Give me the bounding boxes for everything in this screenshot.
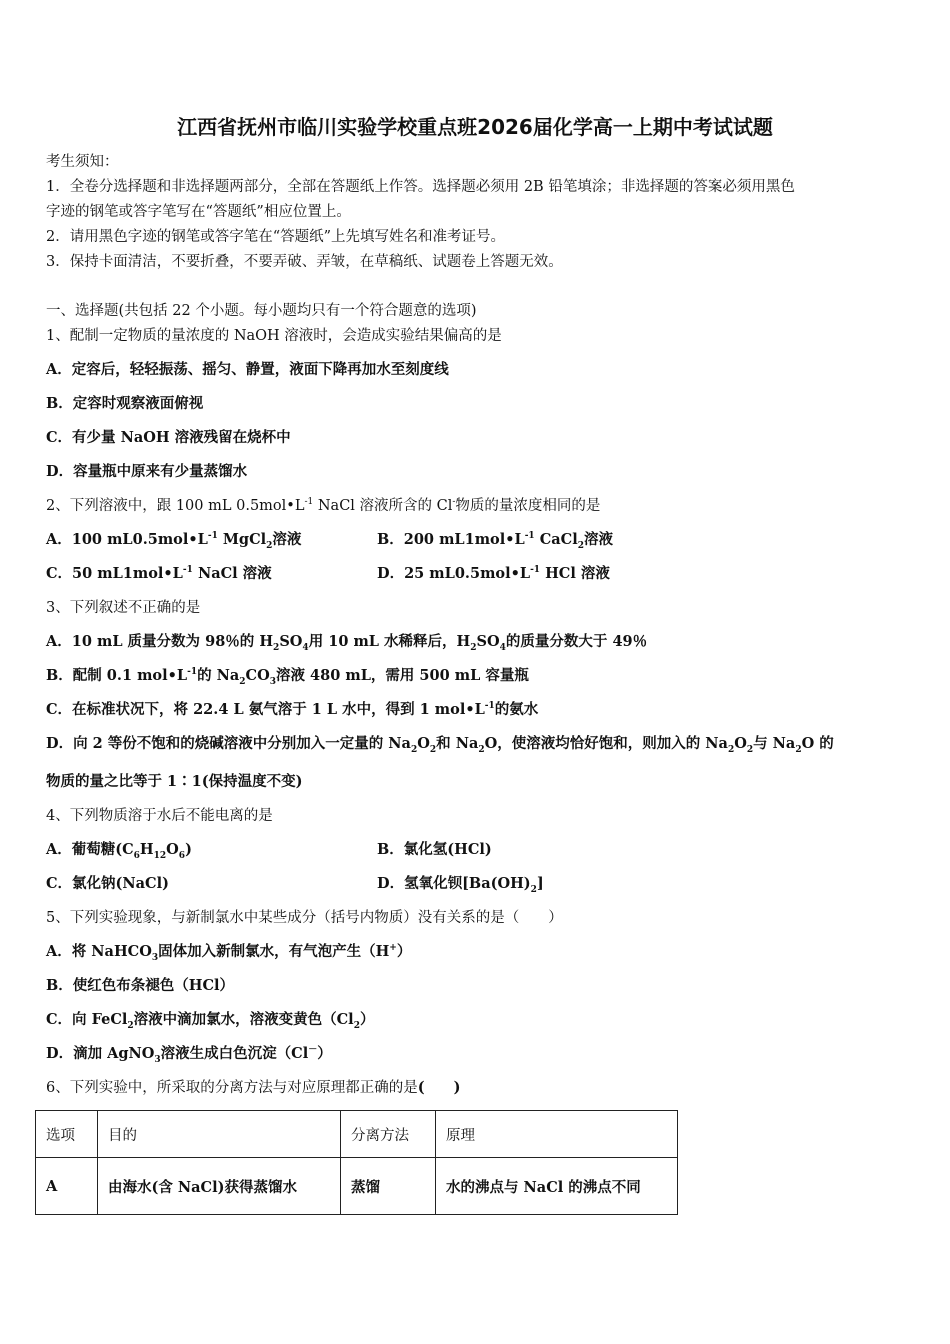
table-header-row (36, 1111, 678, 1158)
table-header-cell: 选项 (36, 1111, 98, 1158)
q4-option-d: D．氢氧化钡$[Ba(OH)_2]$ (377, 875, 544, 895)
notice-heading: 考生须知： (46, 154, 119, 170)
q5-option-d: D．滴加 AgNO$_3$溶液生成白色沉淀（Cl－） (46, 1045, 332, 1065)
table-header-cell: 原理 (436, 1111, 678, 1158)
q2-option-b: B．200 $mL1mol•L^{-1}$ CaCl$_2$溶液 (377, 531, 613, 551)
notice-item-3: 3．保持卡面清洁，不要折叠，不要弄破、弄皱，在草稿纸、试题卷上答题无效。 (46, 254, 563, 270)
table-cell: 水的沸点与 NaCl 的沸点不同 (436, 1158, 678, 1215)
table-cell: A (36, 1158, 98, 1215)
q4-stem: 4、下列物质溶于水后不能电离的是 (46, 808, 273, 824)
q5-option-c: C．向 FeCl$_2$溶液中滴加氯水，溶液变黄色$(Cl_2)$ (46, 1011, 375, 1031)
q1-option-d: D．容量瓶中原来有少量蒸馏水 (46, 463, 248, 480)
table-row (36, 1158, 678, 1215)
q3-stem: 3、下列叙述不正确的是 (46, 600, 201, 616)
q1-option-a: A．定容后，轻轻振荡、摇匀、静置，液面下降再加水至刻度线 (46, 361, 449, 378)
q5-option-a: A．将 NaHCO$_3$固体加入新制氯水，有气泡产生（H+） (46, 943, 412, 963)
table-header-cell: 分离方法 (341, 1111, 436, 1158)
table-header-cell: 目的 (98, 1111, 341, 1158)
table-cell: 蒸馏 (341, 1158, 436, 1215)
q4-option-c: C．氯化钠(NaCl) (46, 875, 169, 892)
q6-table (35, 1110, 678, 1215)
q3-option-d-cont: 物质的量之比等于 1∶1(保持温度不变) (46, 773, 303, 790)
q6-stem: 6、下列实验中，所采取的分离方法与对应原理都正确的是( ) (46, 1079, 461, 1096)
q3-option-b: B．配制 0.1 $mol•L^{-1}$的 $Na_2CO_3$溶液 480 mL，需用 500 mL 容量瓶 (46, 667, 529, 687)
q2-option-d: D．25 $mL0.5mol•L^{-1}$ HCl 溶液 (377, 565, 610, 582)
q3-option-a: A．10 mL 质量分数为 98％的 $H_2SO_4$用 10 mL 水稀释后，$H_2SO_4$的质量分数大于 49％ (46, 633, 648, 653)
q5-stem: 5、下列实验现象，与新制氯水中某些成分（括号内物质）没有关系的是（ ） (46, 910, 563, 926)
q5-option-b: B．使红色布条褪色（HCl） (46, 977, 235, 994)
q4-option-b: B．氯化氢(HCl) (377, 841, 492, 858)
exam-title: 江西省抚州市临川实验学校重点班2026届化学高一上期中考试试题 (177, 115, 773, 139)
q1-option-c: C．有少量 NaOH 溶液残留在烧杯中 (46, 429, 291, 446)
q3-option-d: D．向 2 等份不饱和的烧碱溶液中分别加入一定量的 $Na_2O_2$和 $Na_2O$，使溶液均恰好饱和，则加入的 $Na_2O_2$与 $Na_2O$ 的 (46, 735, 834, 755)
q2-option-a: A．100 $mL0.5mol•L^{-1}$ MgCl$_2$溶液 (46, 531, 302, 551)
notice-item-1a: 1．全卷分选择题和非选择题两部分，全部在答题纸上作答。选择题必须用 2B 铅笔填涂；非选择题的答案必须用黑色 (46, 179, 795, 195)
q2-option-c: C．50 $mL1mol•L^{-1}$ NaCl 溶液 (46, 565, 272, 582)
notice-item-2: 2．请用黑色字迹的钢笔或答字笔在“答题纸”上先填写姓名和准考证号。 (46, 229, 506, 245)
section-heading: 一、选择题(共包括 22 个小题。每小题均只有一个符合题意的选项) (46, 303, 477, 319)
q1-stem: 1、配制一定物质的量浓度的 NaOH 溶液时，会造成实验结果偏高的是 (46, 328, 502, 344)
q3-option-c: C．在标准状况下，将 22.4 L 氨气溶于 1 L 水中，得到 1 $mol•L^{-1}$的氨水 (46, 701, 539, 718)
q2-stem: 2、下列溶液中，跟 100 mL $0.5mol•L^{-1}$ NaCl 溶液所含的 Cl-物质的量浓度相同的是 (46, 497, 601, 514)
notice-item-1b: 字迹的钢笔或答字笔写在“答题纸”相应位置上。 (46, 204, 351, 220)
table-cell: 由海水(含 NaCl)获得蒸馏水 (98, 1158, 341, 1215)
q4-option-a: A．葡萄糖$(C_6H_{12}O_6)$ (46, 841, 192, 861)
q1-option-b: B．定容时观察液面俯视 (46, 395, 204, 412)
